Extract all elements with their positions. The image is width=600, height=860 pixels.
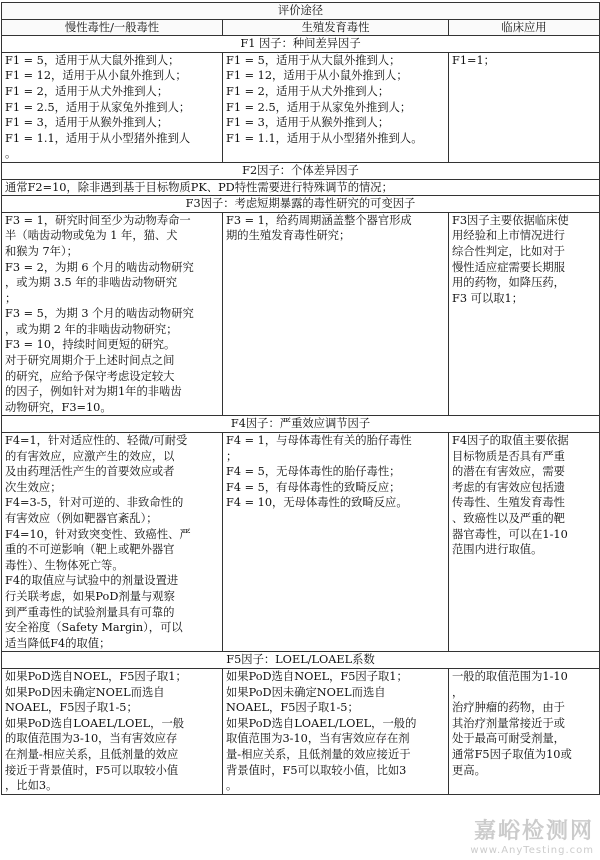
cell-line: F3 = 1，给药周期涵盖整个器官形成	[226, 213, 412, 227]
cell-line: F1 = 3，适用于从猴外推到人；	[226, 116, 390, 130]
cell-line: 动物研究，F3=10。	[5, 400, 112, 414]
cell-line: 考虑的有害效应包括遗	[452, 480, 565, 494]
watermark	[470, 814, 594, 856]
f2-section-header: F2因子：个体差异因子	[2, 162, 600, 179]
cell-line: 目标物质是否具有严重	[452, 449, 565, 463]
cell-line: F3 = 10，持续时间更短的研究。	[5, 338, 176, 352]
cell-line: 如果PoD选自LOAEL/LOEL，一般	[5, 716, 185, 730]
f5-clinical-cell	[449, 668, 600, 794]
cell-line: ；	[5, 291, 17, 305]
cell-line: 毒性）、生物体死亡等。	[5, 558, 124, 572]
cell-line: 适当降低F4的取值；	[5, 636, 111, 650]
column-header-repro: 生殖发育毒性	[223, 19, 449, 36]
cell-line: 安全裕度（Safety Margin），可以	[5, 621, 183, 635]
f3-section-header: F3因子：考虑短期暴露的毒性研究的可变因子	[2, 196, 600, 213]
cell-line: F4 = 5，有母体毒性的致畸反应；	[226, 480, 401, 494]
table-title: 评价途径	[2, 3, 600, 20]
cell-line: 的研究，应给予保守考虑设定较大	[5, 369, 175, 383]
column-header-row	[2, 19, 600, 36]
f2-header-row	[2, 162, 600, 179]
cell-line: F4=3-5，针对可逆的、非致命性的	[5, 496, 184, 510]
cell-line: 有害效应（例如靶器官紊乱）；	[5, 512, 158, 525]
cell-line: F3因子主要依据临床使	[452, 213, 569, 227]
f1-header-row	[2, 36, 600, 53]
f3-repro-cell	[223, 212, 449, 416]
f1-chronic-cell	[2, 52, 223, 162]
cell-line: ，比如3。	[5, 779, 58, 793]
cell-line: 到严重毒性的试验剂量具有可靠的	[5, 605, 175, 619]
cell-line: 用经验和上市情况进行	[452, 229, 565, 243]
f5-section-header: F5因子：LOEL/LOAEL系数	[2, 652, 600, 669]
cell-line: F1 = 2.5，适用于从家兔外推到人；	[5, 100, 191, 114]
f4-header-row	[2, 416, 600, 433]
cell-line: NOAEL，F5因子取1-5；	[226, 701, 359, 715]
cell-line: 、致癌性以及严重的靶	[452, 512, 565, 525]
cell-line: 接近于背景值时，F5可以取较小值	[5, 763, 179, 777]
cell-line: 在剂量-相应关系，且低剂量的效应	[5, 747, 179, 761]
cell-line: 行关联考虑，如果PoD剂量与观察	[5, 589, 175, 603]
cell-line: 。	[226, 779, 238, 793]
cell-line: F4的取值应与试验中的剂量设置进	[5, 574, 179, 588]
cell-line: ，或为期 3.5 年的非啮齿动物研究	[5, 276, 178, 290]
f3-header-row	[2, 196, 600, 213]
watermark-url: www.AnyTesting.com	[470, 845, 594, 856]
cell-line: 更高。	[452, 763, 486, 777]
f5-chronic-cell	[2, 668, 223, 794]
cell-line: F1 = 1.1，适用于从小型猪外推到人。	[226, 131, 423, 145]
f1-content-row	[2, 52, 600, 162]
cell-line: F1 = 2，适用于从犬外推到人；	[5, 84, 169, 98]
cell-line: F1 = 2.5，适用于从家兔外推到人；	[226, 100, 412, 114]
f3-content-row	[2, 212, 600, 416]
cell-line: 如果PoD选自NOEL，F5因子取1；	[5, 669, 187, 683]
f5-repro-cell	[223, 668, 449, 794]
f4-section-header: F4因子：严重效应调节因子	[2, 416, 600, 433]
cell-line: F1 = 5，适用于从大鼠外推到人；	[5, 53, 180, 67]
toxicity-factor-table	[1, 2, 600, 795]
cell-line: F1 = 1.1，适用于从小型猪外推到人	[5, 131, 191, 145]
cell-line: 半（啮齿动物或兔为 1 年，猫、犬	[5, 229, 178, 243]
cell-line: 的取值范围为3-10，当有害效应存	[5, 732, 178, 746]
cell-line: 治疗肿瘤的药物，由于	[452, 701, 565, 715]
cell-line: F3 = 5，为期 3 个月的啮齿动物研究	[5, 307, 194, 321]
cell-line: 期的生殖发育毒性研究；	[226, 229, 351, 243]
cell-line: 通常F5因子取值为10或	[452, 747, 572, 761]
cell-line: 背景值时，F5可以取较小值，比如3	[226, 763, 407, 777]
f4-repro-cell	[223, 433, 449, 652]
f4-clinical-cell	[449, 433, 600, 652]
cell-line: F4 = 5，无母体毒性的胎仔毒性；	[226, 465, 401, 479]
cell-line: NOAEL，F5因子取1-5；	[5, 701, 138, 715]
cell-line: F1 = 12，适用于从小鼠外推到人；	[5, 69, 187, 83]
cell-line: 次生效应；	[5, 480, 62, 494]
cell-line: 如果PoD选自NOEL，F5因子取1；	[226, 669, 408, 683]
f5-header-row	[2, 652, 600, 669]
cell-line: F1 = 12，适用于从小鼠外推到人；	[226, 69, 408, 83]
cell-line: ，	[452, 685, 464, 699]
cell-line: F3 = 2，为期 6 个月的啮齿动物研究	[5, 260, 194, 274]
cell-line: 器官毒性，可以在1-10	[452, 527, 568, 541]
f3-chronic-cell	[2, 212, 223, 416]
cell-line: F1 = 3，适用于从猴外推到人；	[5, 116, 169, 130]
cell-line: 量-相应关系，且低剂量的效应接近于	[226, 747, 411, 761]
f1-clinical-cell: F1=1；	[449, 52, 600, 162]
cell-line: F1 = 2，适用于从犬外推到人；	[226, 84, 390, 98]
cell-line: F4=10，针对致突变性、致癌性、严	[5, 527, 191, 541]
title-row	[2, 3, 600, 20]
cell-line: 如果PoD因未确定NOEL而选自	[5, 685, 165, 699]
cell-line: 对于研究周期介于上述时间点之间	[5, 354, 175, 368]
f1-repro-cell	[223, 52, 449, 162]
cell-line: 取值范围为3-10，当有害效应存在剂	[226, 732, 410, 746]
cell-line: 及由药理活性产生的首要效应或者	[5, 465, 175, 479]
cell-line: F4 = 1，与母体毒性有关的胎仔毒性	[226, 434, 412, 448]
cell-line: ；	[226, 449, 238, 463]
cell-line: F3 = 1，研究时间至少为动物寿命一	[5, 213, 191, 227]
cell-line: F3 可以取1；	[452, 291, 523, 305]
f1-section-header: F1 因子：种间差异因子	[2, 36, 600, 53]
cell-line: 和猴为 7年）；	[5, 244, 78, 258]
cell-line: 的有害效应，应激产生的效应，以	[5, 449, 175, 463]
cell-line: F4=1，针对适应性的、轻微/可耐受	[5, 434, 188, 448]
column-header-clinical: 临床应用	[449, 19, 600, 36]
cell-line: F1 = 5，适用于从大鼠外推到人；	[226, 53, 401, 67]
cell-line: 传毒性、生殖发育毒性	[452, 496, 565, 510]
cell-line: F4 = 10，无母体毒性的致畸反应。	[226, 496, 408, 510]
cell-line: 综合性判定，比如对于	[452, 244, 565, 258]
cell-line: 慢性适应症需要长期服	[452, 260, 565, 274]
f4-content-row	[2, 433, 600, 652]
cell-line: ，或为期 2 年的非啮齿动物研究；	[5, 322, 178, 336]
column-header-chronic: 慢性毒性/一般毒性	[2, 19, 223, 36]
watermark-main: 嘉峪检测网	[473, 819, 594, 844]
cell-line: 范围内进行取值。	[452, 543, 543, 557]
cell-line: 如果PoD因未确定NOEL而选自	[226, 685, 386, 699]
cell-line: 处于最高可耐受剂量，	[452, 732, 565, 746]
f2-content-row	[2, 179, 600, 196]
cell-line: 其治疗剂量常接近于或	[452, 716, 565, 730]
cell-line: 用的药物，如降压药，	[452, 276, 565, 290]
cell-line: 。	[5, 147, 17, 161]
cell-line: 重的不可逆影响（靶上或靶外器官	[5, 543, 175, 557]
cell-line: F4因子的取值主要依据	[452, 434, 569, 448]
cell-line: 的潜在有害效应，需要	[452, 465, 565, 479]
cell-line: 的因子，例如针对为期1年的非啮齿	[5, 385, 182, 399]
cell-line: 如果PoD选自LOAEL/LOEL，一般的	[226, 716, 417, 730]
f2-text-cell: 通常F2=10，除非遇到基于目标物质PK、PD特性需要进行特殊调节的情况；	[2, 179, 600, 196]
f3-clinical-cell	[449, 212, 600, 416]
f5-content-row	[2, 668, 600, 794]
cell-line: 一般的取值范围为1-10	[452, 669, 568, 683]
f4-chronic-cell	[2, 433, 223, 652]
